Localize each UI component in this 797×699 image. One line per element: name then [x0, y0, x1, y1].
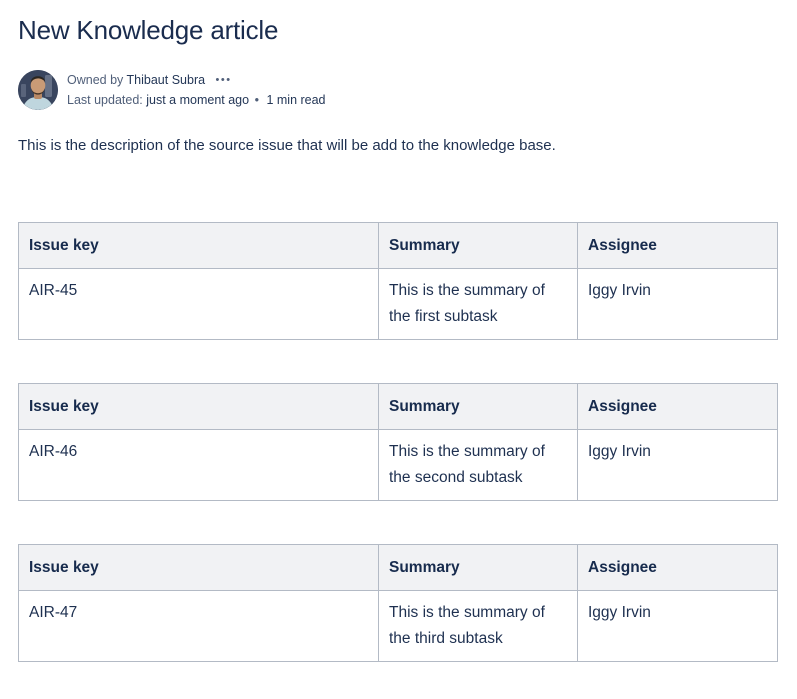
column-header-summary: Summary — [379, 384, 578, 430]
byline-updated-row — [67, 90, 326, 110]
cell-summary: This is the summary of the second subtask — [379, 430, 578, 501]
owned-by-label: Owned by — [67, 73, 124, 87]
column-header-assignee: Assignee — [578, 384, 778, 430]
cell-summary: This is the summary of the first subtask — [379, 269, 578, 340]
avatar-photo — [18, 70, 58, 110]
article-description: This is the description of the source issue that will be add to the knowledge base. — [18, 137, 556, 154]
byline — [18, 70, 777, 110]
table-header-row — [19, 384, 778, 430]
byline-owner-row — [67, 70, 326, 90]
column-header-issue-key: Issue key — [19, 223, 379, 269]
cell-issue-key: AIR-46 — [19, 430, 379, 501]
last-updated-value[interactable]: just a moment ago — [146, 93, 250, 107]
table-row — [19, 269, 778, 340]
table-row — [19, 591, 778, 662]
column-header-assignee: Assignee — [578, 545, 778, 591]
table-row — [19, 430, 778, 501]
subtask-table-1 — [18, 222, 778, 340]
subtask-table-2 — [18, 383, 778, 501]
cell-assignee: Iggy Irvin — [578, 269, 778, 340]
owner-avatar[interactable] — [18, 70, 58, 110]
subtask-table-3 — [18, 544, 778, 662]
owner-name[interactable]: Thibaut Subra — [126, 73, 206, 87]
table-header-row — [19, 223, 778, 269]
dot-separator-icon: • — [254, 93, 259, 107]
byline-text — [67, 70, 326, 110]
cell-issue-key: AIR-47 — [19, 591, 379, 662]
column-header-issue-key: Issue key — [19, 384, 379, 430]
column-header-summary: Summary — [379, 545, 578, 591]
cell-assignee: Iggy Irvin — [578, 430, 778, 501]
read-time: 1 min read — [266, 93, 326, 107]
cell-issue-key: AIR-45 — [19, 269, 379, 340]
more-actions-icon[interactable]: ••• — [215, 74, 232, 86]
table-header-row — [19, 545, 778, 591]
cell-assignee: Iggy Irvin — [578, 591, 778, 662]
page-title: New Knowledge article — [18, 15, 279, 45]
column-header-summary: Summary — [379, 223, 578, 269]
column-header-assignee: Assignee — [578, 223, 778, 269]
last-updated-label: Last updated: — [67, 93, 143, 107]
column-header-issue-key: Issue key — [19, 545, 379, 591]
cell-summary: This is the summary of the third subtask — [379, 591, 578, 662]
